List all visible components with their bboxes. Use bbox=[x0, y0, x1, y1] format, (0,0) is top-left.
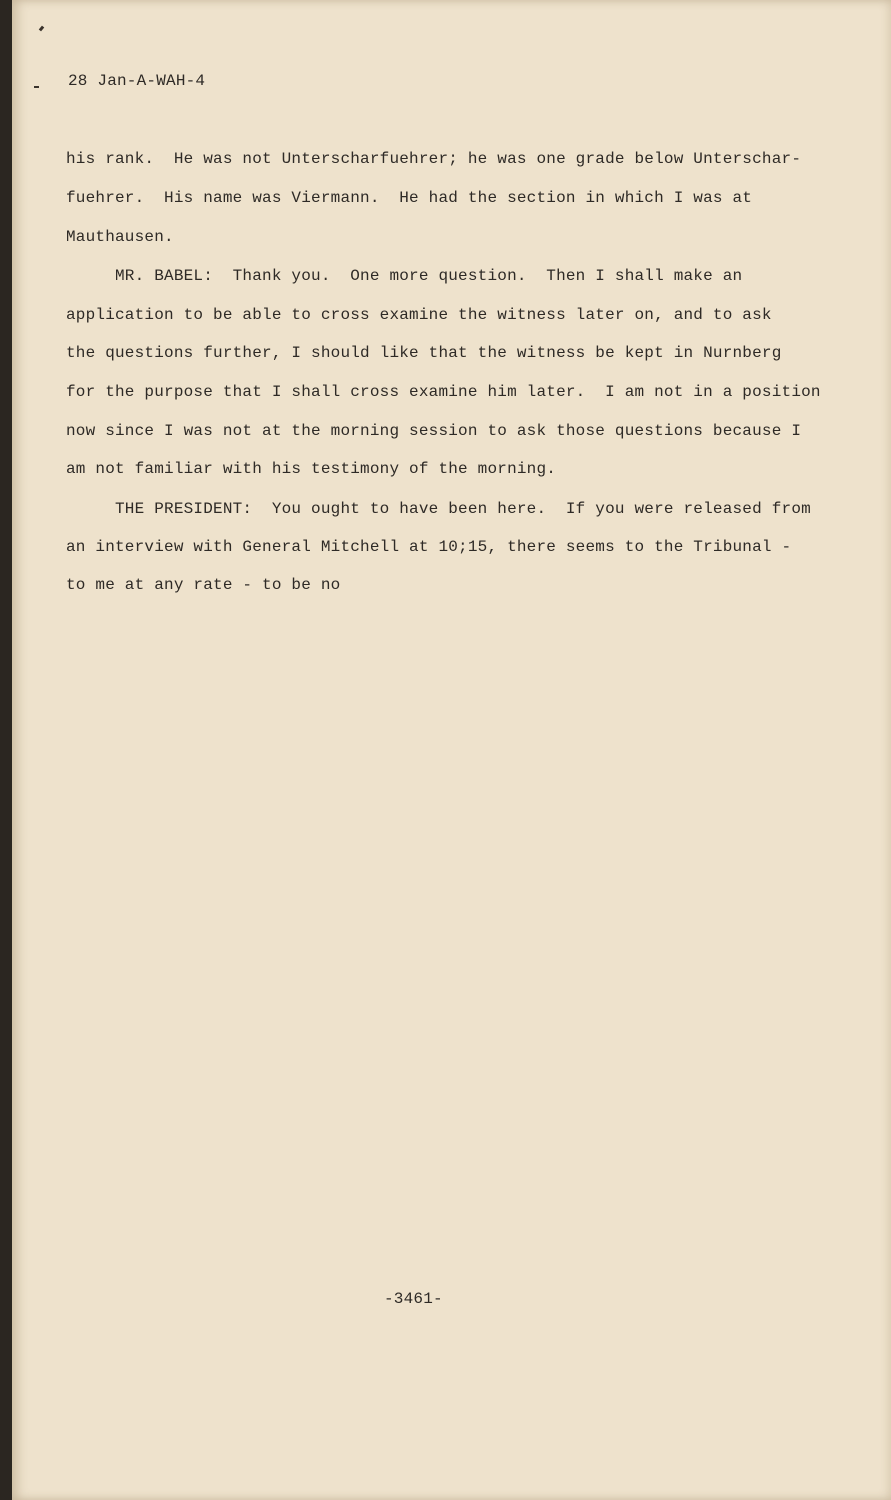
document-page bbox=[12, 0, 891, 1500]
text-line: am not familiar with his testimony of the morning. bbox=[66, 460, 557, 478]
text-line: THE PRESIDENT: You ought to have been here. If you were released from bbox=[66, 500, 811, 518]
text-line: now since I was not at the morning session to ask those questions because I bbox=[66, 422, 802, 440]
text-line: the questions further, I should like that the witness be kept in Nurnberg bbox=[66, 344, 782, 362]
text-line: for the purpose that I shall cross examine him later. I am not in a position bbox=[66, 383, 821, 401]
text-line: his rank. He was not Unterscharfuehrer; he was one grade below Unterschar- bbox=[66, 150, 802, 168]
text-line: Mauthausen. bbox=[66, 228, 174, 246]
text-line: an interview with General Mitchell at 10;15, there seems to the Tribunal - bbox=[66, 538, 792, 556]
page-number: -3461- bbox=[384, 1290, 443, 1308]
text-line: MR. BABEL: Thank you. One more question. Then I shall make an bbox=[66, 267, 743, 285]
page-header: 28 Jan-A-WAH-4 bbox=[68, 72, 206, 90]
text-line: application to be able to cross examine the witness later on, and to ask bbox=[66, 306, 772, 324]
margin-mark-top bbox=[39, 26, 45, 32]
margin-mark-left bbox=[34, 86, 39, 88]
text-line: fuehrer. His name was Viermann. He had the section in which I was at bbox=[66, 189, 753, 207]
text-line: to me at any rate - to be no bbox=[66, 576, 341, 594]
